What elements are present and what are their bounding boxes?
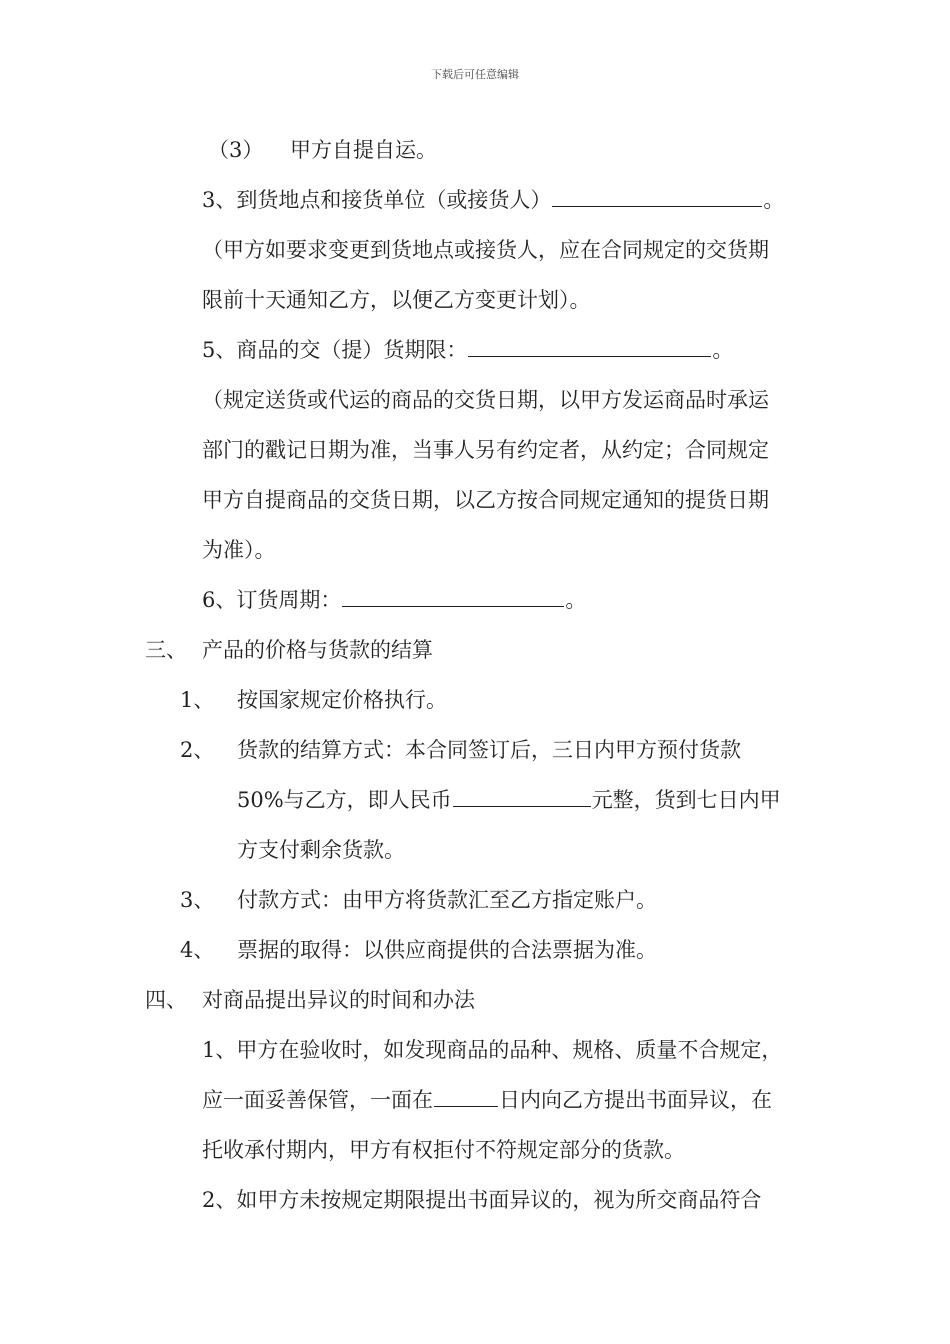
item-text: 元整，货到七日内甲 xyxy=(591,788,781,812)
item-text: 甲方自提自运。 xyxy=(290,138,437,162)
section-3-item-2-line-3: 方支付剩余货款。 xyxy=(237,838,405,862)
item-number: 2、 xyxy=(180,738,215,762)
item-number: 3、 xyxy=(180,888,215,912)
note-date-line-3: 甲方自提商品的交货日期，以乙方按合同规定通知的提货日期 xyxy=(202,488,769,512)
fill-in-blank xyxy=(552,185,762,207)
section-4-heading xyxy=(145,985,475,1015)
delivery-location-line xyxy=(202,185,784,215)
item-text: 应一面妥善保管，一面在 xyxy=(202,1088,433,1112)
section-4-para-1-line-1: 1、甲方在验收时，如发现商品的品种、规格、质量不合规定， xyxy=(202,1038,783,1062)
note-change-line-1: （甲方如要求变更到货地点或接货人，应在合同规定的交货期 xyxy=(202,238,769,262)
field-label: 3、到货地点和接货单位（或接货人） xyxy=(202,188,552,212)
section-4-para-1-line-2 xyxy=(202,1085,772,1115)
section-title: 产品的价格与货款的结算 xyxy=(202,638,433,662)
item-3-self-pickup xyxy=(208,135,437,165)
item-number: （3） xyxy=(208,138,264,162)
section-4-para-1-line-3: 托收承付期内，甲方有权拒付不符规定部分的货款。 xyxy=(202,1138,685,1162)
item-number: 4、 xyxy=(180,938,215,962)
line-end: 。 xyxy=(712,338,734,362)
item-number: 1、 xyxy=(180,688,215,712)
item-text: 货款的结算方式：本合同签订后，三日内甲方预付货款 xyxy=(237,738,741,762)
fill-in-blank xyxy=(434,1085,498,1107)
item-text: 按国家规定价格执行。 xyxy=(237,688,447,712)
note-date-line-2: 部门的戳记日期为准，当事人另有约定者，从约定；合同规定 xyxy=(202,438,769,462)
section-3-heading xyxy=(145,635,433,665)
line-end: 。 xyxy=(565,588,587,612)
section-title: 对商品提出异议的时间和办法 xyxy=(202,988,475,1012)
order-cycle-line xyxy=(202,585,586,615)
section-number: 四、 xyxy=(145,988,187,1012)
section-3-item-1 xyxy=(180,685,447,715)
note-date-line-4: 为准）。 xyxy=(202,538,276,562)
section-3-item-2 xyxy=(180,735,741,765)
item-text: 日内向乙方提出书面异议，在 xyxy=(499,1088,772,1112)
section-3-item-4 xyxy=(180,935,657,965)
section-4-para-2-line-1: 2、如甲方未按规定期限提出书面异议的，视为所交商品符合 xyxy=(202,1188,762,1212)
fill-in-blank xyxy=(453,785,591,807)
item-text: 50%与乙方，即人民币 xyxy=(237,788,452,812)
section-3-item-2-line-2 xyxy=(237,785,781,815)
page-header: 下载后可任意编辑 xyxy=(431,68,519,81)
fill-in-blank xyxy=(468,335,711,357)
note-date-line-1: （规定送货或代运的商品的交货日期，以甲方发运商品时承运 xyxy=(202,388,769,412)
fill-in-blank xyxy=(342,585,564,607)
line-end: 。 xyxy=(763,188,785,212)
item-text: 票据的取得：以供应商提供的合法票据为准。 xyxy=(237,938,657,962)
note-change-line-2: 限前十天通知乙方，以便乙方变更计划）。 xyxy=(202,288,591,312)
section-3-item-3 xyxy=(180,885,657,915)
item-text: 付款方式：由甲方将货款汇至乙方指定账户。 xyxy=(237,888,657,912)
field-label: 6、订货周期： xyxy=(202,588,342,612)
section-number: 三、 xyxy=(145,638,187,662)
delivery-deadline-line xyxy=(202,335,733,365)
field-label: 5、商品的交（提）货期限： xyxy=(202,338,468,362)
